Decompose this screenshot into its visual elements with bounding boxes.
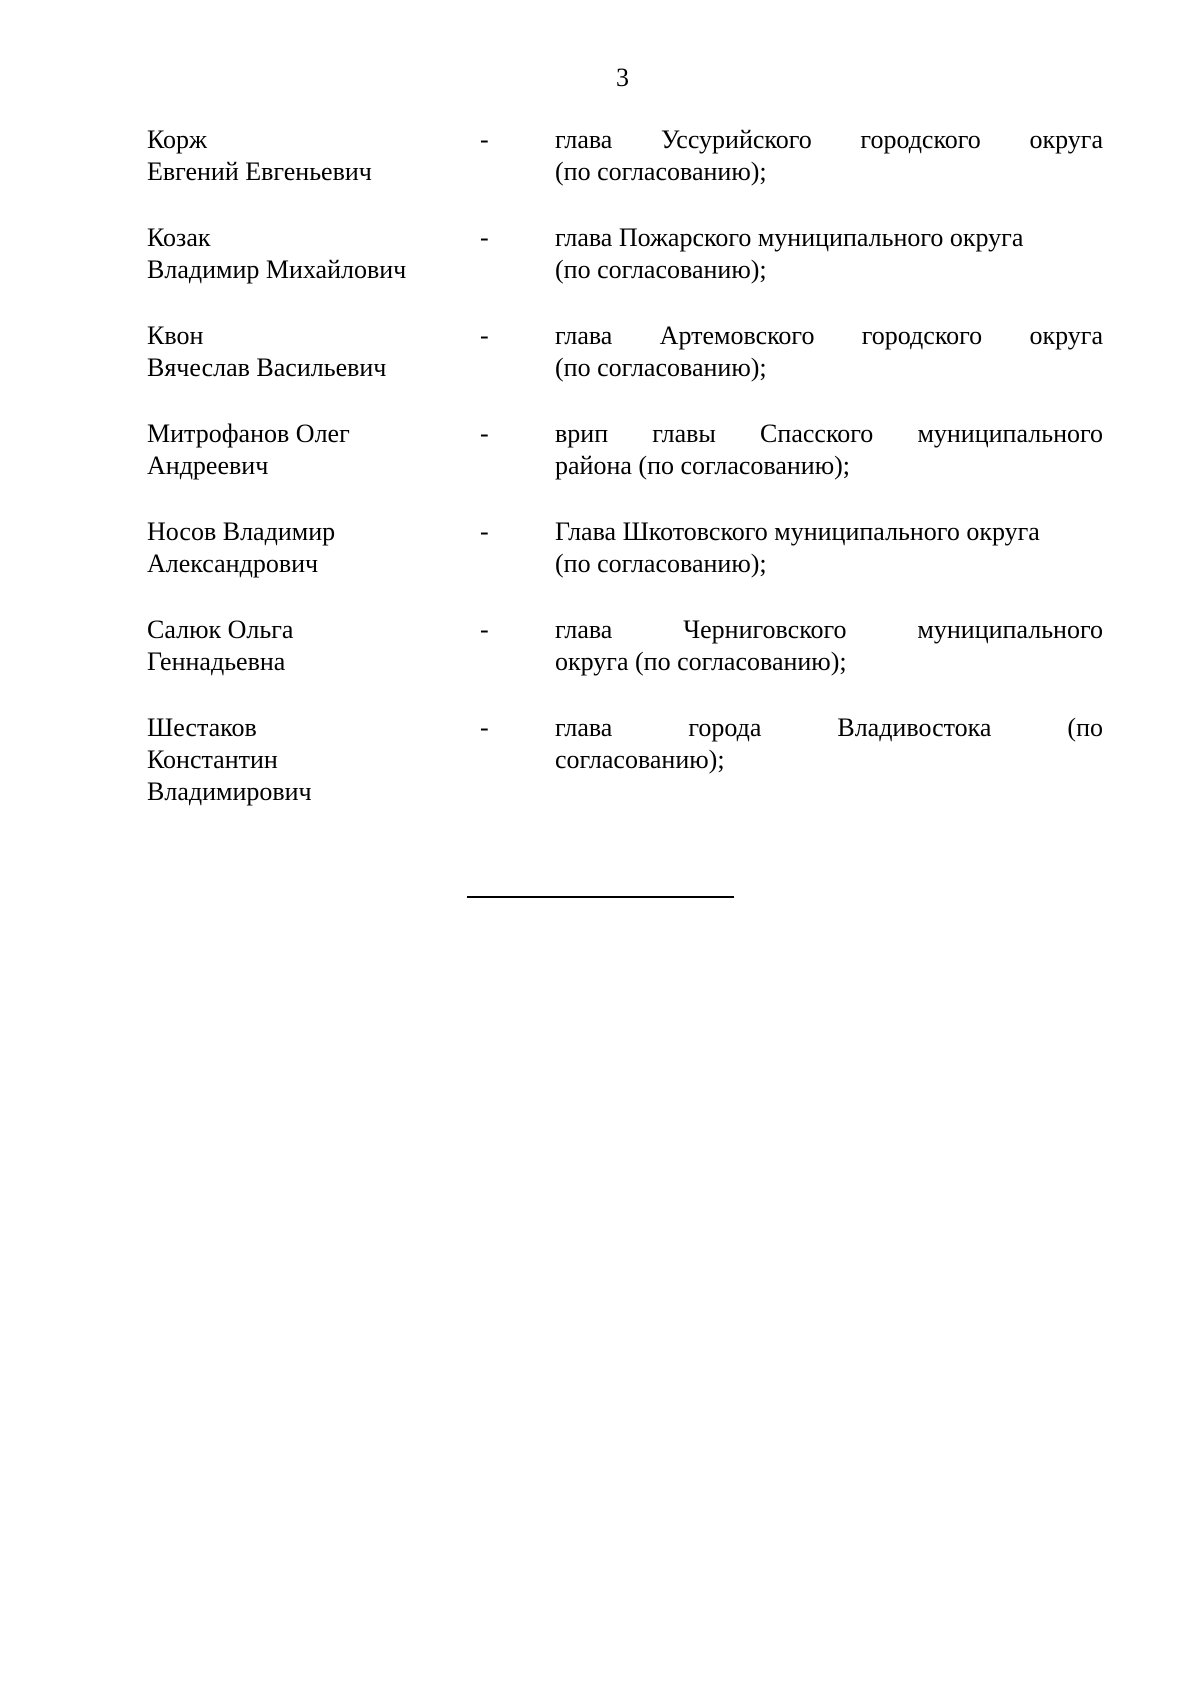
list-item bbox=[0, 418, 1200, 516]
member-role-line: (по согласованию); bbox=[555, 255, 767, 284]
member-role-line: глава Артемовского городского округа bbox=[555, 321, 1103, 350]
list-item bbox=[0, 124, 1200, 222]
closing-divider-line bbox=[467, 896, 734, 898]
member-role bbox=[555, 516, 1103, 580]
member-role-line: (по согласованию); bbox=[555, 353, 767, 382]
member-role bbox=[555, 418, 1103, 482]
member-role-line: врип главы Спасского муниципального bbox=[555, 419, 1103, 448]
separator-dash: - bbox=[480, 321, 489, 350]
member-name: Митрофанов Олег Андреевич bbox=[147, 419, 350, 480]
member-role-line: (по согласованию); bbox=[555, 549, 767, 578]
member-name: Салюк Ольга Геннадьевна bbox=[147, 615, 294, 676]
separator-dash: - bbox=[480, 419, 489, 448]
separator-dash: - bbox=[480, 713, 489, 742]
member-role-line: глава Уссурийского городского округа bbox=[555, 125, 1103, 154]
members-list bbox=[0, 124, 1200, 842]
member-role bbox=[555, 614, 1103, 678]
separator-dash: - bbox=[480, 615, 489, 644]
member-name: Корж Евгений Евгеньевич bbox=[147, 125, 372, 186]
list-item bbox=[0, 516, 1200, 614]
member-role bbox=[555, 124, 1103, 188]
list-item bbox=[0, 614, 1200, 712]
member-role-line: глава города Владивостока (по bbox=[555, 713, 1103, 742]
list-item bbox=[0, 712, 1200, 842]
list-item bbox=[0, 222, 1200, 320]
separator-dash: - bbox=[480, 223, 489, 252]
page-number: 3 bbox=[616, 63, 629, 92]
separator-dash: - bbox=[480, 125, 489, 154]
member-role bbox=[555, 712, 1103, 776]
member-role-line: района (по согласованию); bbox=[555, 451, 851, 480]
member-role-line: Глава Шкотовского муниципального округа bbox=[555, 517, 1040, 546]
member-role-line: (по согласованию); bbox=[555, 157, 767, 186]
list-item bbox=[0, 320, 1200, 418]
member-role-line: округа (по согласованию); bbox=[555, 647, 847, 676]
member-role-line: согласованию); bbox=[555, 745, 725, 774]
member-name: Квон Вячеслав Васильевич bbox=[147, 321, 387, 382]
member-name: Козак Владимир Михайлович bbox=[147, 223, 407, 284]
member-role-line: глава Пожарского муниципального округа bbox=[555, 223, 1024, 252]
member-role bbox=[555, 320, 1103, 384]
member-role-line: глава Черниговского муниципального bbox=[555, 615, 1103, 644]
member-role bbox=[555, 222, 1103, 286]
member-name: Носов Владимир Александрович bbox=[147, 517, 336, 578]
member-name: Шестаков Константин Владимирович bbox=[147, 713, 312, 806]
separator-dash: - bbox=[480, 517, 489, 546]
